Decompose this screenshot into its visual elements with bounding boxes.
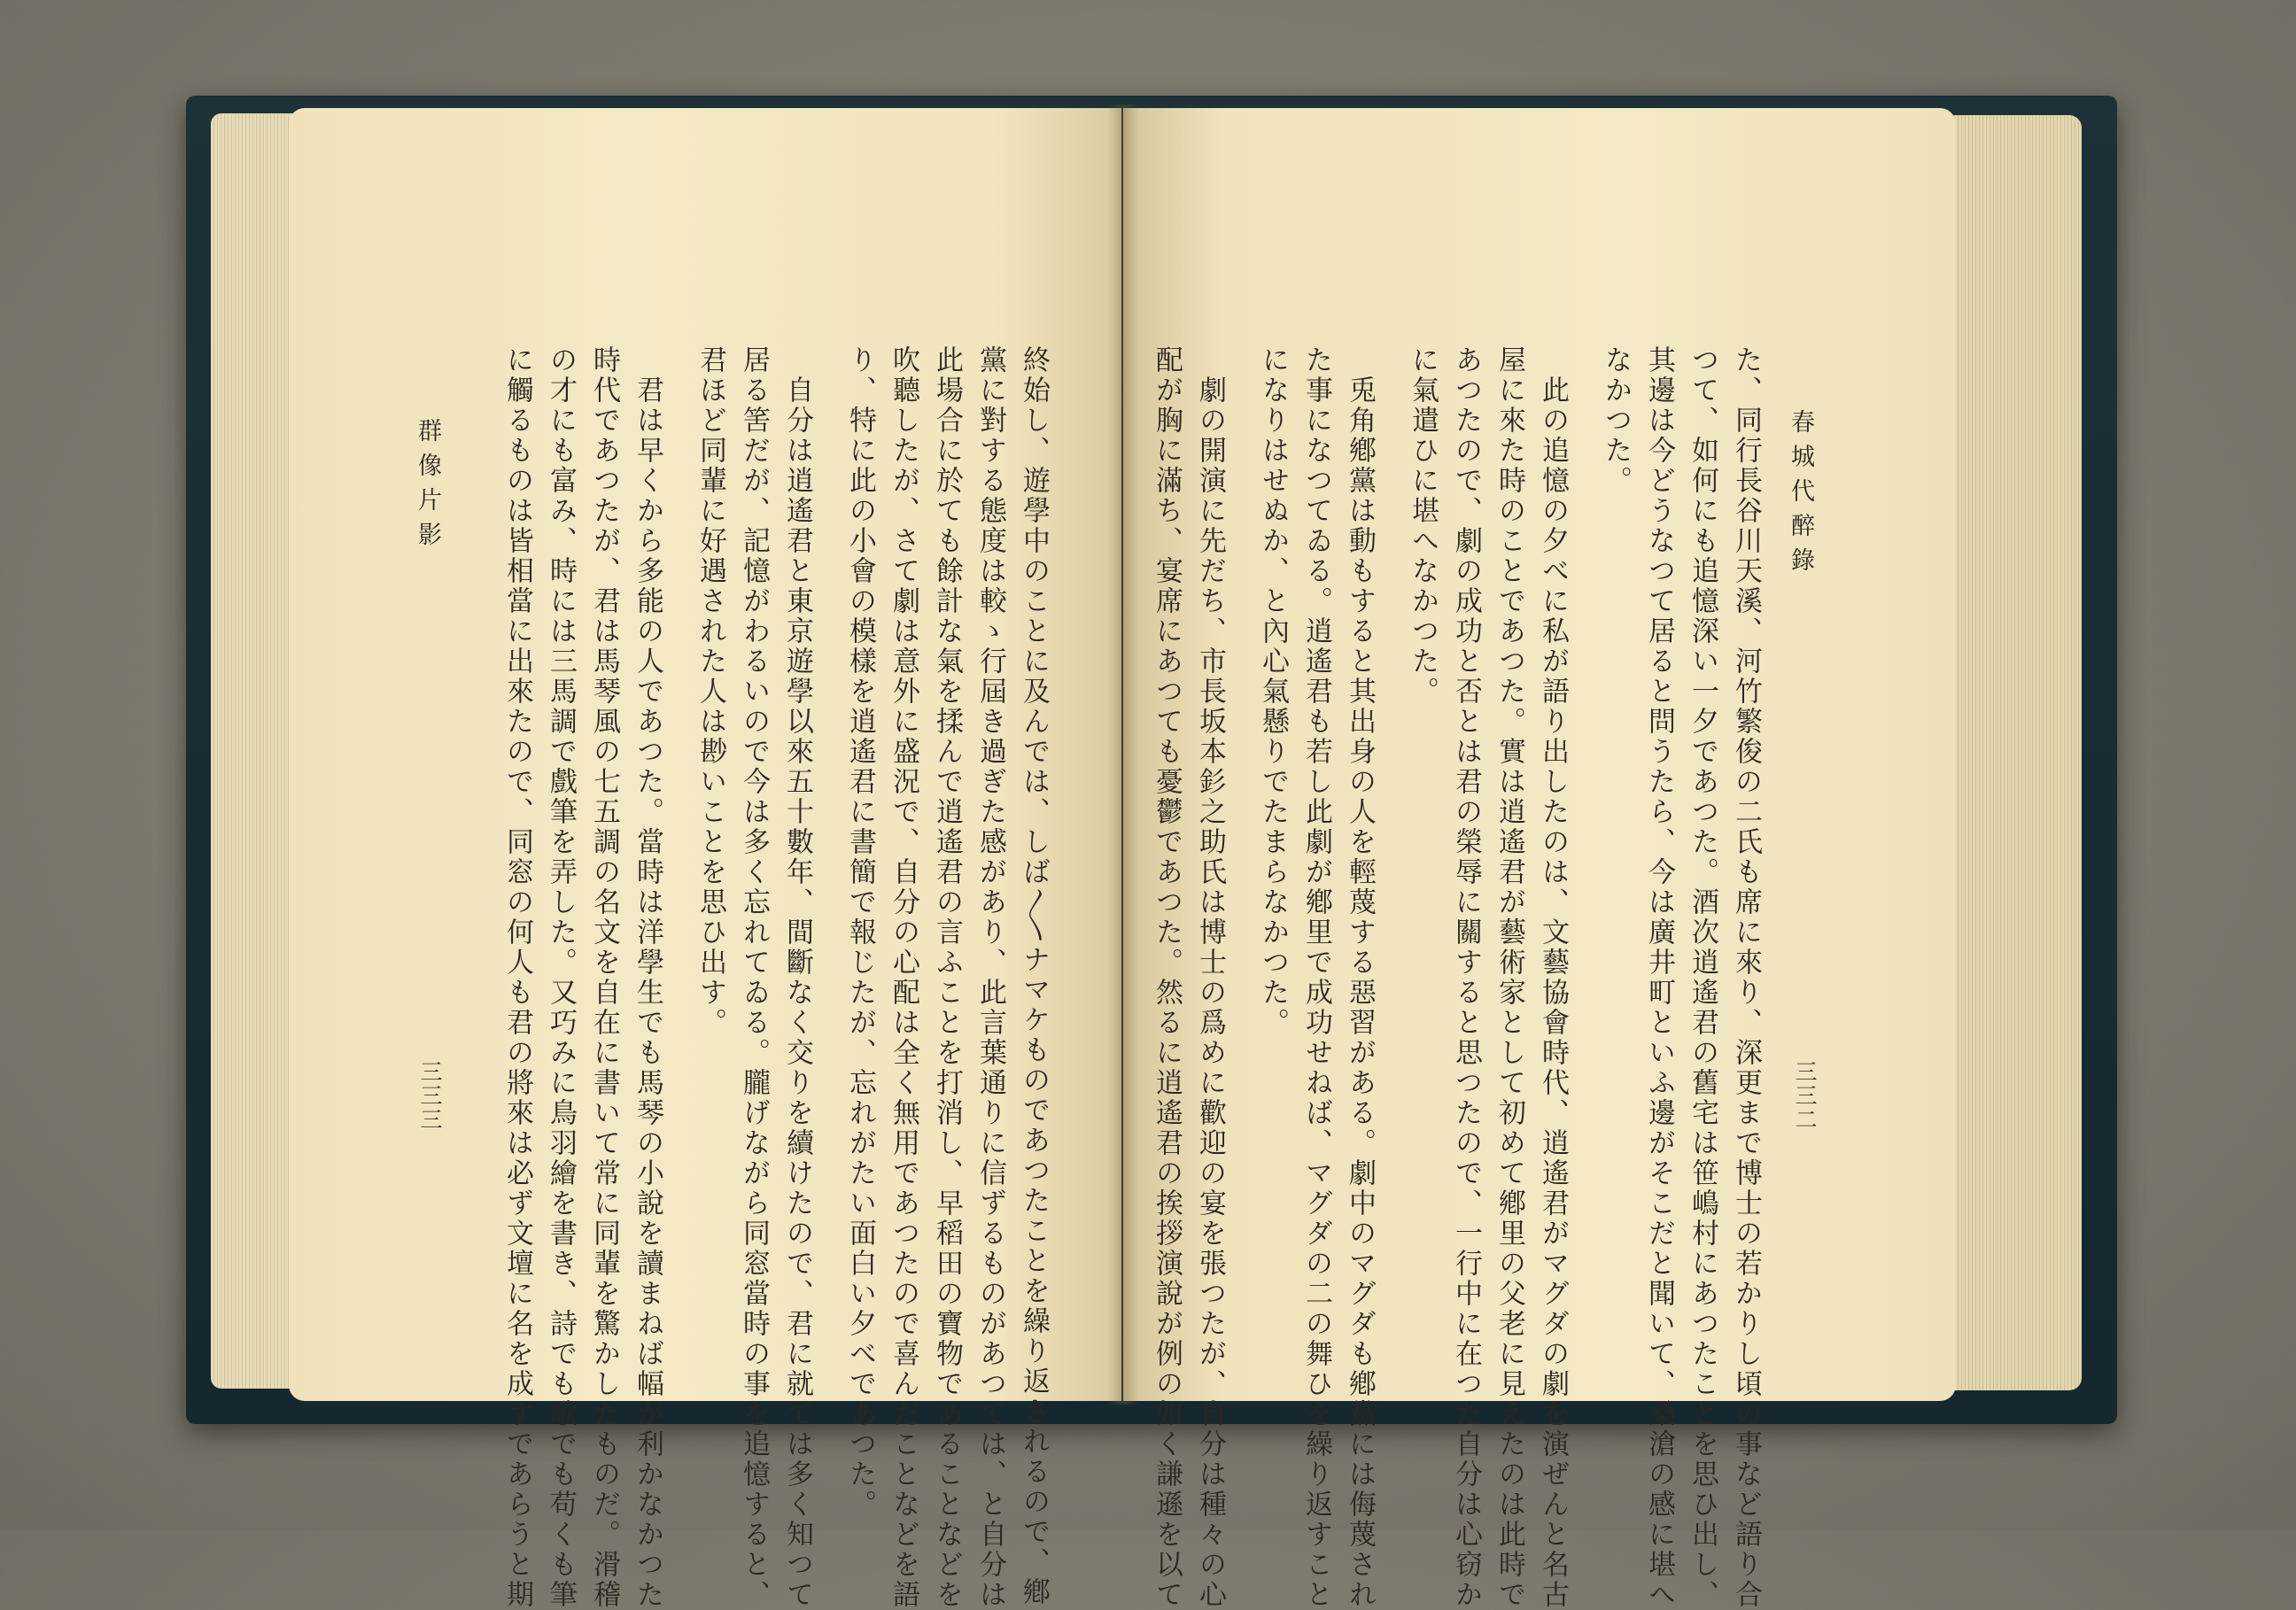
right-text-column: 其邊は今どうなつて居ると問うたら、今は廣井町といふ邊がそこだと聞いて、桑滄の感に堪へ [1643,345,1675,1610]
left-page [289,108,1121,1610]
left-text-column: 終始し、遊學中のことに及んでは、しば〳〵ナマケものであつたことを繰り返されるので、鄕 [1018,345,1050,1607]
left-text-column: 黨に對する態度は較ゝ行屆き過ぎた感があり、此言葉通りに信ずるものがあつては、と自分は [974,345,1006,1610]
left-text-column: の才にも富み、時には三馬調で戲筆を弄した。又巧みに鳥羽繪を書き、詩でも歌でも苟くも筆 [545,345,577,1610]
right-running-head: 春城代醉錄 [1787,409,1814,582]
right-text-column: 屋に來た時のことであつた。實は逍遙君が藝術家として初めて鄕里の父老に見えたのは此時で [1493,345,1525,1610]
left-text-column: 君は早くから多能の人であつた。當時は洋學生でも馬琴の小說を讀まねば幅が利かなかつた [632,375,663,1610]
left-running-head: 群像片影 [414,418,441,556]
left-text-column: 時代であつたが、君は馬琴風の七五調の名文を自在に書いて常に同輩を驚かしたものだ。滑稽 [588,345,620,1610]
right-page-number: 三三二 [1792,1060,1818,1132]
left-page-number: 三三三 [417,1060,443,1132]
right-page [1123,108,1956,1610]
right-text-column: になりはせぬか、と內心氣懸りでたまらなかつた。 [1257,345,1289,1038]
right-text-column: た事になつてゐる。逍遙君も若し此劇が鄕里で成功せねば、マグダの二の舞ひを繰り返すこと [1300,345,1332,1610]
right-text-column: 配が胸に滿ち、宴席にあつても憂鬱であつた。然るに逍遙君の挨拶演說が例の如く謙遜を以て [1151,345,1183,1610]
left-page-edges [211,113,299,1389]
right-text-column: なかつた。 [1600,345,1632,496]
right-page-edges [1944,115,2082,1390]
left-text-column: 自分は逍遙君と東京遊學以來五十數年、間斷なく交りを續けたので、君に就ては多く知つて [781,375,813,1610]
book-gutter [1107,104,1139,1405]
left-text-column: に觸るものは皆相當に出來たので、同窓の何人も君の將來は必ず文壇に名を成すであらうと期 [501,345,533,1610]
left-text-column: 此場合に於ても餘計な氣を揉んで逍遙君の言ふことを打消し、早稻田の寶物であることなどを [931,345,963,1610]
left-text-column: 吹聽したが、さて劇は意外に盛況で、自分の心配は全く無用であつたので喜んだことなどを語 [888,345,919,1610]
right-text-column: 劇の開演に先だち、市長坂本釤之助氏は博士の爲めに歡迎の宴を張つたが、自分は種々の心 [1194,375,1226,1610]
right-text-column: に氣遣ひに堪へなかつた。 [1407,345,1439,707]
right-text-column: た、同行長谷川天溪、河竹繁俊の二氏も席に來り、深更まで博士の若かりし頃の事など語り合 [1730,345,1762,1610]
right-text-column: あつたので、劇の成功と否とは君の榮辱に關すると思つたので、一行中に在つた自分は心窃か [1450,345,1482,1610]
right-text-column: 兎角鄕黨は動もすると其出身の人を輕蔑する惡習がある。劇中のマグダも鄕黨には侮蔑され [1344,375,1376,1610]
left-text-column: り、特に此の小會の模樣を逍遙君に書簡で報じたが、忘れがたい面白い夕べであつた。 [844,345,876,1520]
right-text-column: つて、如何にも追憶深い一夕であつた。酒次逍遙君の舊宅は笹嶋村にあつたことを思ひ出し、 [1687,345,1718,1610]
left-text-column: 君ほど同輩に好遇された人は尠いことを思ひ出す。 [694,345,726,1038]
right-text-column: 此の追憶の夕べに私が語り出したのは、文藝協會時代、逍遙君がマグダの劇を演ぜんと名古 [1537,375,1569,1610]
left-text-column: 居る筈だが、記憶がわるいので今は多く忘れてゐる。朧げながら同窓當時の事を追憶すると、 [738,345,770,1610]
